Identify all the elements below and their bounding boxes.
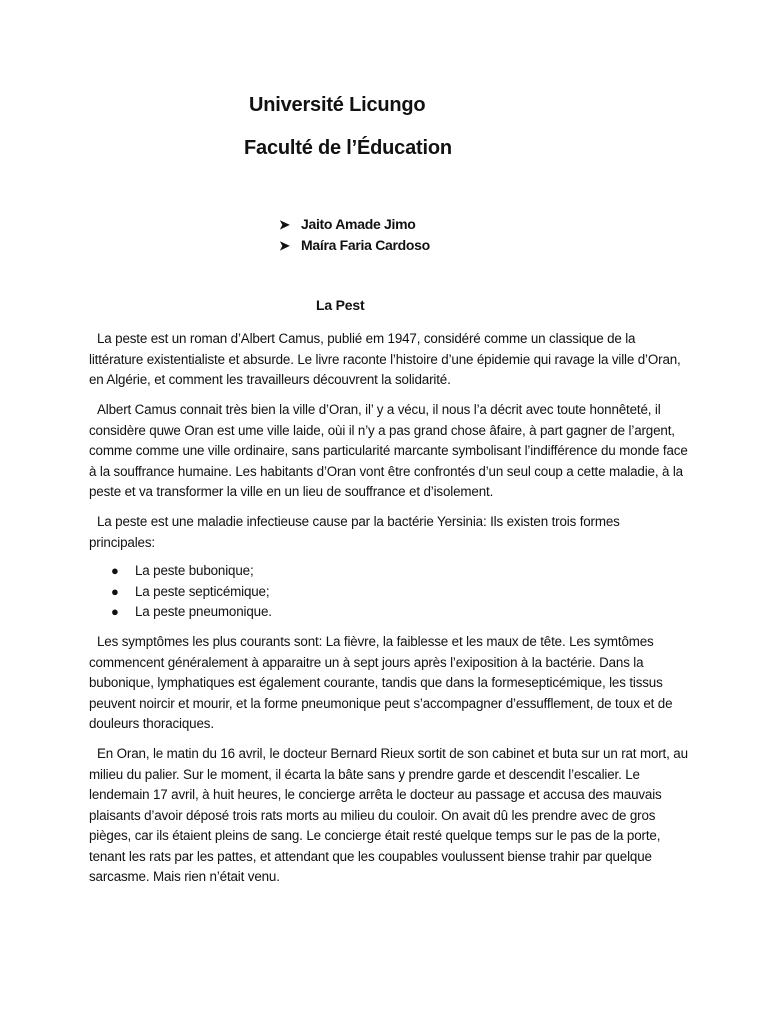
essay-title: La Pest bbox=[316, 297, 365, 313]
arrowhead-bullet-icon: ➤ bbox=[279, 238, 290, 253]
list-item bbox=[89, 602, 689, 623]
list-item-text: La peste bubonique; bbox=[135, 563, 254, 578]
essay-body bbox=[89, 329, 689, 897]
author-name: Maíra Faria Cardoso bbox=[301, 237, 430, 253]
arrowhead-bullet-icon: ➤ bbox=[279, 217, 290, 232]
paragraph-symptoms: Les symptômes les plus courants sont: La fièvre, la faiblesse et les maux de tête. Les symtômes commencent généralement à apparaitre un à sept jours après l’exiposition à la bactérie. Dans la bubonique, lymphatiques est également courante, tandis que dans la formesepticémique, les tissus peuvent noircir et mourir, et la forme pneumonique peut s’accompagner d’essufflement, de toux et de douleurs thoraciques. bbox=[89, 634, 673, 731]
university-name: Université Licungo bbox=[249, 94, 426, 116]
paragraph-camus-oran: Albert Camus connait très bien la ville d’Oran, il’ y a vécu, il nous l’a décrit avec toute honnêteté, il considère quwe Oran est ume ville laide, oùi il n’y a pas grand chose âfaire, à part gagner de l’argent, comme comme une ville ordinaire, sans particularité marcante symbolisant l’indifférence du monde face à la souffrance humaine. Les habitants d’Oran vont être confrontés d’un seul coup a cette maladie, à la peste et va transformer la ville en un lieu de souffrance et d’isolement. bbox=[89, 402, 688, 499]
author-list bbox=[279, 214, 430, 256]
round-bullet-icon: ● bbox=[111, 563, 119, 578]
list-item-text: La peste septicémique; bbox=[135, 583, 270, 599]
faculty-name: Faculté de l’Éducation bbox=[244, 137, 452, 159]
list-item bbox=[89, 582, 689, 603]
round-bullet-icon: ● bbox=[111, 604, 119, 619]
plague-forms-list bbox=[89, 561, 689, 623]
paragraph-narrative: En Oran, le matin du 16 avril, le docteur Bernard Rieux sortit de son cabinet et buta sur un rat mort, au milieu du palier. Sur le moment, il écarta la bâte sans y prendre garde et descendit l’escalier. Le lendemain 17 avril, à huit heures, le concierge arrêta le docteur au passage et accusa des mauvais plaisants d’avoir déposé trois rats morts au milieu du couloir. On avait dû les prendre avec de gros pièges, car ils étaient pleins de sang. Le concierge était resté quelque temps sur le pas de la porte, tenant les rats par les pattes, et attendant que les coupables voulussent biense trahir par quelque sarcasme. Mais rien n’était venu. bbox=[89, 746, 688, 884]
list-item-text: La peste pneumonique. bbox=[135, 604, 272, 619]
list-item bbox=[89, 561, 689, 582]
paragraph-intro: La peste est un roman d’Albert Camus, publié em 1947, considéré comme un classique de la littérature existentialiste et absurde. Le livre raconte l’histoire d’une épidemie qui ravage la ville d’Oran, en Algérie, et comment les travailleurs découvrent la solidarité. bbox=[89, 331, 681, 387]
round-bullet-icon: ● bbox=[111, 583, 119, 599]
author-name: Jaito Amade Jimo bbox=[301, 216, 416, 232]
author-item bbox=[279, 214, 430, 235]
paragraph-disease: La peste est une maladie infectieuse cause par la bactérie Yersinia: Ils existen trois formes principales: bbox=[89, 514, 620, 550]
author-item bbox=[279, 235, 430, 256]
